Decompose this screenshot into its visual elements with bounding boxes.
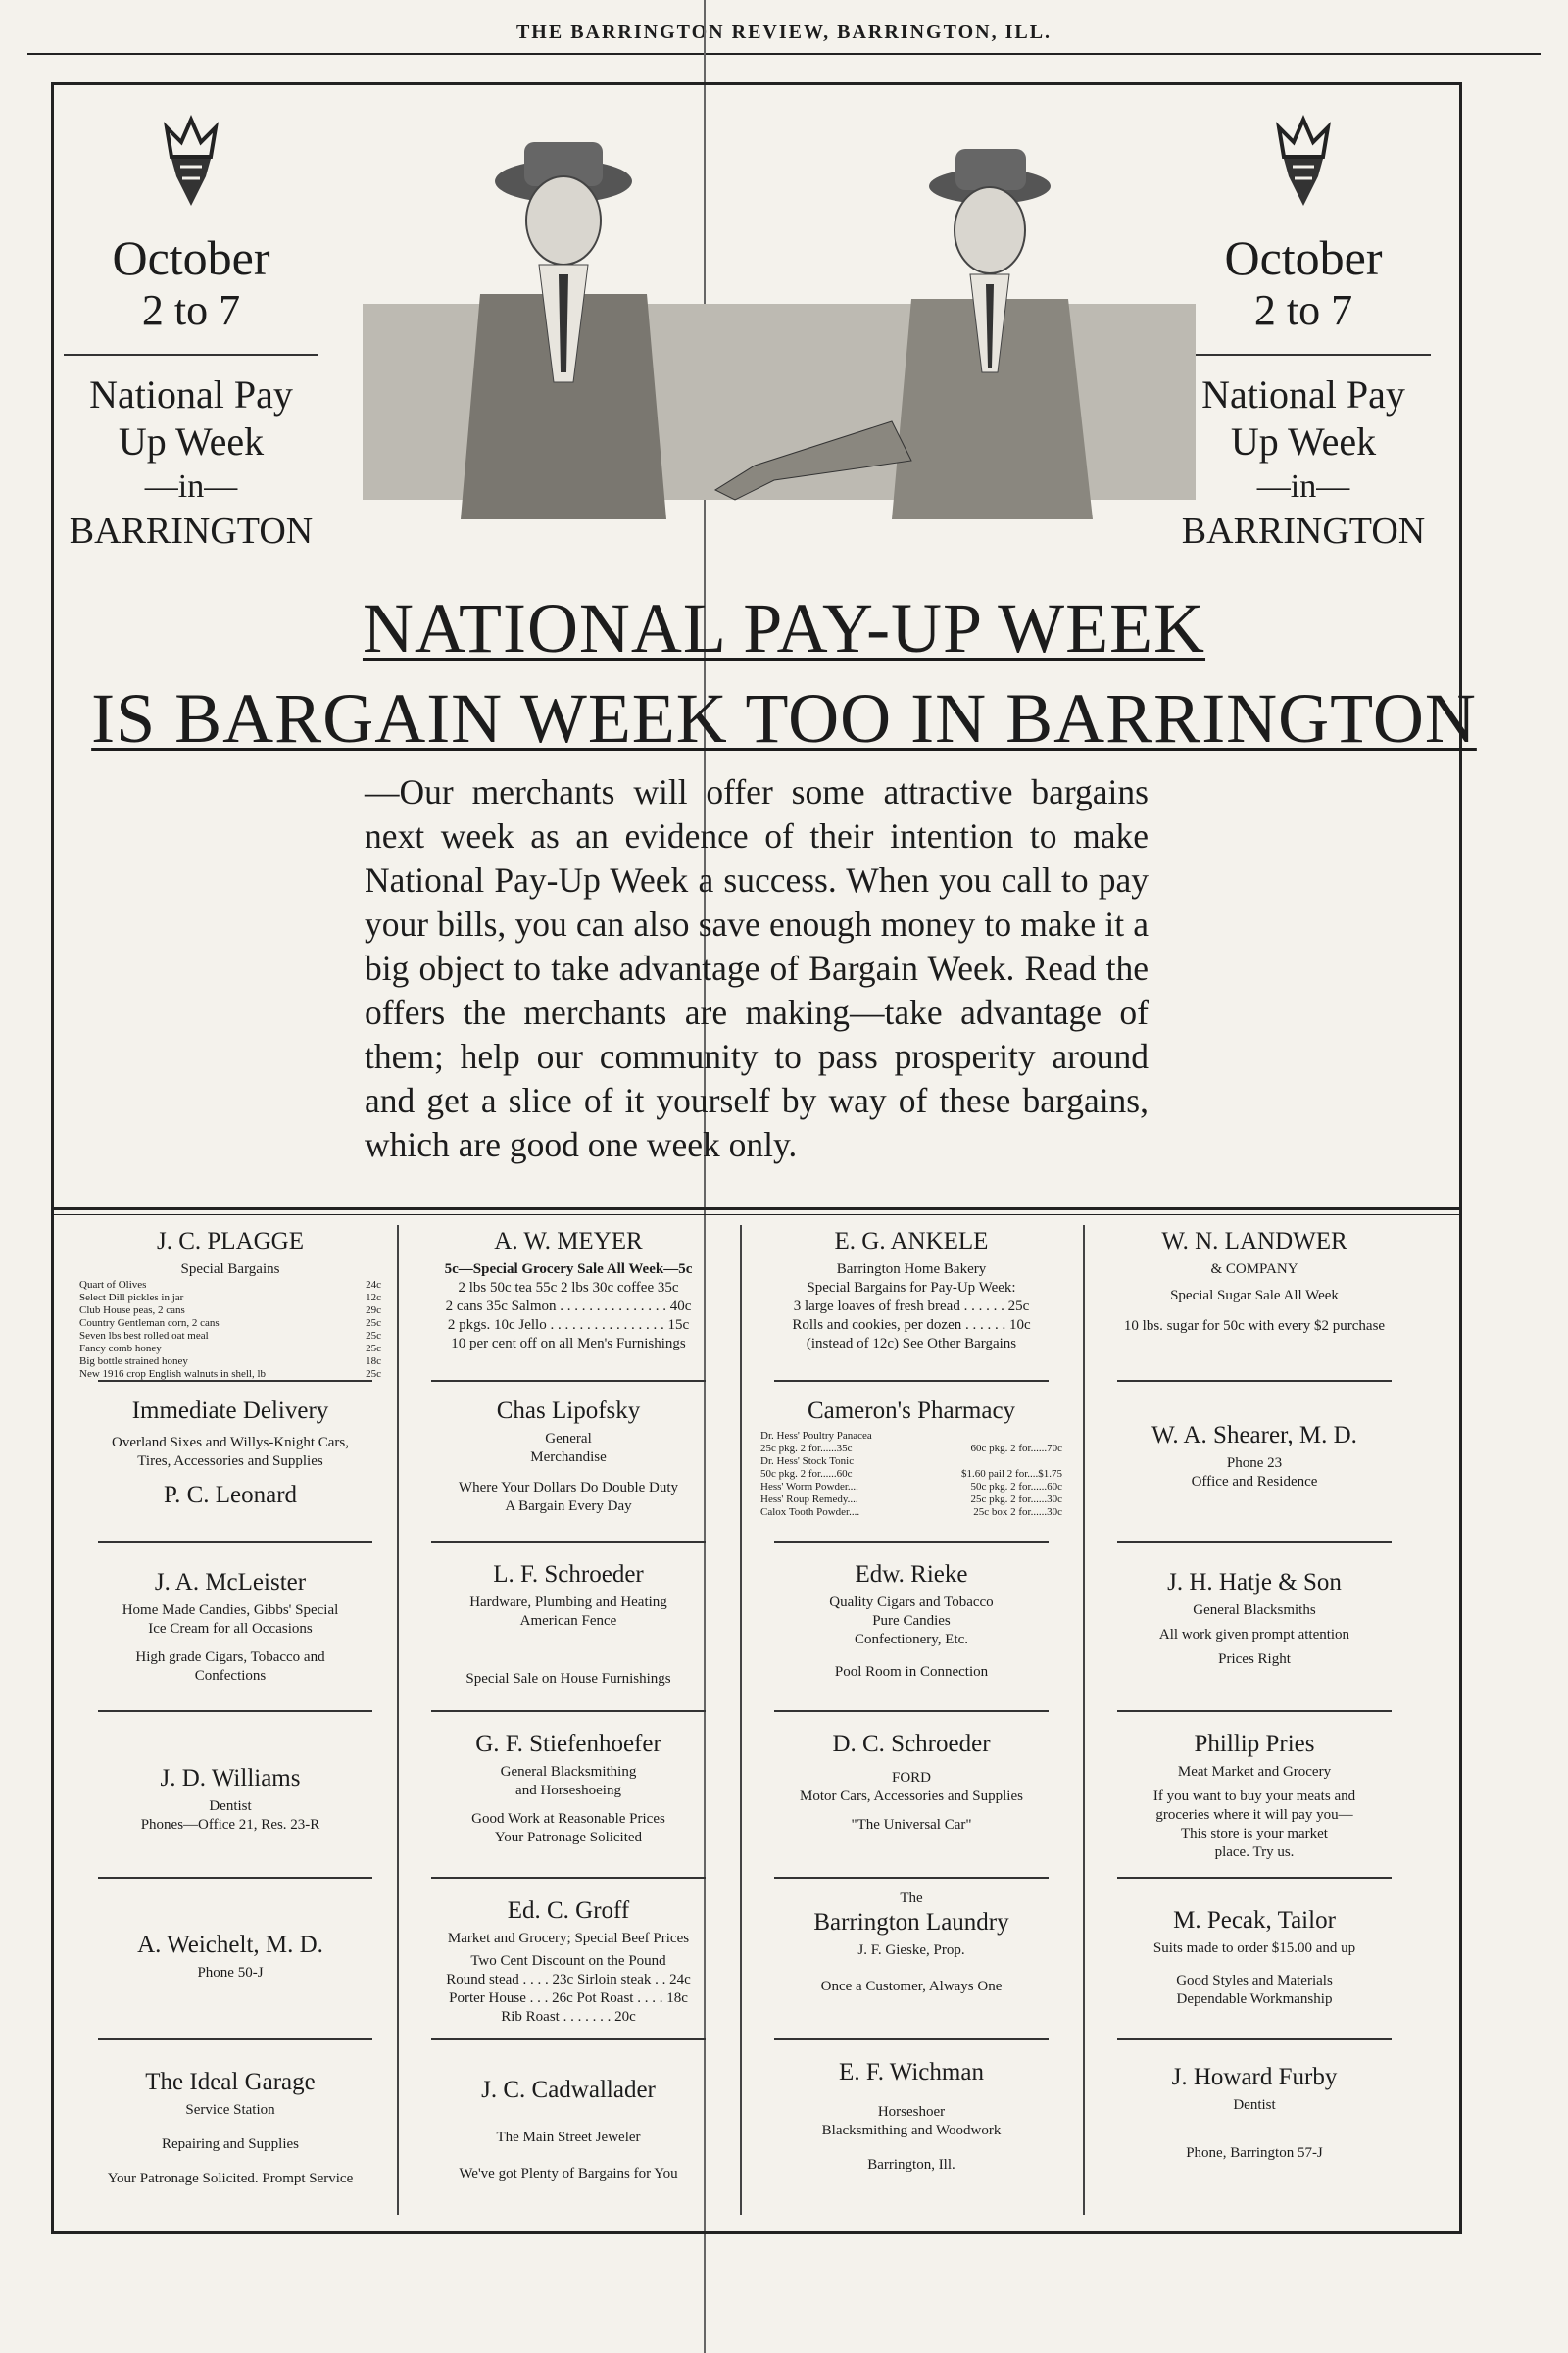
ad-name: L. F. Schroeder <box>493 1561 644 1588</box>
left-days: 2 to 7 <box>141 286 241 334</box>
ad-name: Chas Lipofsky <box>496 1397 641 1424</box>
ad-name: E. F. Wichman <box>839 2059 984 2085</box>
ad-line: Hardware, Plumbing and Heating <box>469 1594 667 1610</box>
ad-line: Confectionery, Etc. <box>854 1632 969 1647</box>
price-item: Hess' Roup Remedy.... <box>760 1494 858 1505</box>
ad-line: General Blacksmithing <box>500 1764 637 1780</box>
ad-line: 3 large loaves of fresh bread . . . . . . 25c <box>793 1299 1030 1314</box>
ad-line: Office and Residence <box>1191 1474 1318 1490</box>
ad-proprietor: P. C. Leonard <box>163 1482 298 1508</box>
price-row <box>760 1494 1062 1506</box>
ad-pre: The <box>900 1890 923 1906</box>
ad-name: A. W. MEYER <box>494 1228 643 1254</box>
price-row <box>79 1343 381 1355</box>
ad-name: Barrington Laundry <box>813 1909 1009 1936</box>
ad-wichman <box>755 2058 1068 2175</box>
ad-shearer <box>1098 1421 1411 1492</box>
price-value: 25c pkg. 2 for......30c <box>970 1494 1062 1505</box>
ad-name: Phillip Pries <box>1194 1731 1315 1757</box>
ad-line: Good Styles and Materials <box>1176 1973 1333 1988</box>
ad-name: D. C. Schroeder <box>832 1731 991 1757</box>
ad-line: (instead of 12c) See Other Bargains <box>806 1336 1017 1351</box>
price-row <box>760 1443 1062 1455</box>
ad-line: Special Bargains for Pay-Up Week: <box>807 1280 1016 1296</box>
price-value: 29c <box>366 1304 381 1316</box>
left-up-week: Up Week <box>118 419 265 464</box>
ad-line: Blacksmithing and Woodwork <box>821 2123 1002 2138</box>
ad-schroeder-lf <box>412 1560 725 1689</box>
ad-line: The Main Street Jeweler <box>496 2130 641 2145</box>
ad-leonard <box>74 1397 387 1514</box>
section-rule-thin <box>51 1214 1462 1215</box>
ad-line: Round stead . . . . 23c Sirloin steak . . 24c <box>446 1972 691 1987</box>
price-value: 50c pkg. 2 for......60c <box>970 1481 1062 1493</box>
row-divider <box>98 1710 372 1712</box>
price-item: Hess' Worm Powder.... <box>760 1481 858 1493</box>
row-divider <box>774 2038 1049 2040</box>
masthead: THE BARRINGTON REVIEW, BARRINGTON, ILL. <box>515 22 1053 43</box>
ad-name: J. A. McLeister <box>154 1569 307 1595</box>
ad-name: G. F. Stiefenhoefer <box>475 1731 662 1757</box>
section-rule <box>51 1207 1462 1210</box>
ad-line: General <box>545 1431 592 1446</box>
row-divider <box>431 1380 706 1382</box>
price-row <box>760 1481 1062 1494</box>
right-divider <box>1176 354 1431 356</box>
ad-line: "The Universal Car" <box>851 1817 972 1833</box>
ad-line: A Bargain Every Day <box>505 1498 632 1514</box>
column-divider <box>740 1225 742 2215</box>
ad-line: 10 per cent off on all Men's Furnishings <box>451 1336 686 1351</box>
ad-line: Phone 23 <box>1226 1455 1283 1471</box>
left-date-block <box>44 108 338 554</box>
ad-line: Home Made Candies, Gibbs' Special <box>122 1602 339 1618</box>
ad-name: W. N. LANDWER <box>1161 1228 1348 1254</box>
ad-furby <box>1098 2063 1411 2163</box>
price-row <box>79 1279 381 1292</box>
ad-line: FORD <box>891 1770 931 1786</box>
price-row <box>79 1368 381 1381</box>
ad-cameron <box>755 1397 1068 1519</box>
row-divider <box>774 1541 1049 1543</box>
ad-cadwallader <box>412 2076 725 2183</box>
ad-name: The Ideal Garage <box>145 2069 316 2095</box>
price-item: Seven lbs best rolled oat meal <box>79 1330 209 1342</box>
row-divider <box>431 1877 706 1879</box>
ad-line: All work given prompt attention <box>1158 1627 1350 1642</box>
ad-meyer <box>412 1227 725 1353</box>
price-item: 50c pkg. 2 for......60c <box>760 1468 853 1480</box>
ad-lipofsky <box>412 1397 725 1516</box>
row-divider <box>1117 2038 1392 2040</box>
ad-line: High grade Cigars, Tobacco and <box>135 1649 325 1665</box>
ad-line: Phone, Barrington 57-J <box>1186 2145 1323 2161</box>
ad-line: & COMPANY <box>1210 1261 1298 1277</box>
row-divider <box>1117 1380 1392 1382</box>
ad-line: General Blacksmiths <box>1193 1602 1316 1618</box>
price-row <box>760 1430 1062 1443</box>
column-divider <box>1083 1225 1085 2215</box>
ad-line: Special Sale on House Furnishings <box>466 1671 671 1687</box>
ad-name: W. A. Shearer, M. D. <box>1152 1422 1357 1448</box>
price-item: Calox Tooth Powder.... <box>760 1506 860 1518</box>
price-item: New 1916 crop English walnuts in shell, lb <box>79 1368 267 1380</box>
ad-line: 2 pkgs. 10c Jello . . . . . . . . . . . . . . . . 15c <box>447 1317 690 1333</box>
ad-line: Rib Roast . . . . . . . 20c <box>501 2009 636 2025</box>
ad-subtitle: Special Bargains <box>180 1261 280 1277</box>
right-in: —in— <box>1256 468 1350 505</box>
price-item: Dr. Hess' Stock Tonic <box>760 1455 855 1467</box>
price-row <box>760 1468 1062 1481</box>
ad-line: Once a Customer, Always One <box>820 1979 1003 1994</box>
row-divider <box>774 1877 1049 1879</box>
row-divider <box>431 2038 706 2040</box>
price-row <box>79 1317 381 1330</box>
price-value: 25c <box>366 1368 381 1380</box>
row-divider <box>431 1541 706 1543</box>
left-month: October <box>112 230 270 285</box>
pay-up-hand-emblem-icon <box>137 108 245 216</box>
row-divider <box>1117 1710 1392 1712</box>
ad-line: Where Your Dollars Do Double Duty <box>458 1480 679 1495</box>
ad-plagge <box>74 1227 387 1381</box>
ad-weichelt <box>74 1931 387 1983</box>
price-row <box>79 1304 381 1317</box>
ad-line: We've got Plenty of Bargains for You <box>459 2166 678 2181</box>
price-value: 24c <box>366 1279 381 1291</box>
headline-bargain-week: IS BARGAIN WEEK TOO IN BARRINGTON <box>91 679 1477 758</box>
ad-name: J. Howard Furby <box>1171 2064 1338 2090</box>
price-row <box>760 1455 1062 1468</box>
ad-hatje <box>1098 1568 1411 1669</box>
ad-line: This store is your market <box>1181 1826 1328 1841</box>
ad-line: Your Patronage Solicited. Prompt Service <box>107 2171 354 2186</box>
ad-line: Rolls and cookies, per dozen . . . . . . 10c <box>792 1317 1031 1333</box>
ad-stiefenhoefer <box>412 1730 725 1847</box>
left-in: —in— <box>144 468 238 505</box>
ad-line: Dentist <box>209 1798 252 1814</box>
price-row <box>760 1506 1062 1519</box>
price-item: 25c pkg. 2 for......35c <box>760 1443 853 1454</box>
ad-line: Tires, Accessories and Supplies <box>137 1453 323 1469</box>
price-row <box>79 1355 381 1368</box>
left-town: BARRINGTON <box>69 511 314 552</box>
ad-groff <box>412 1896 725 2027</box>
price-value: 25c <box>366 1317 381 1329</box>
ad-name: J. C. Cadwallader <box>481 2077 656 2103</box>
two-men-illustration <box>363 127 1196 549</box>
ad-line: Barrington, Ill. <box>867 2157 956 2173</box>
ad-garage <box>74 2068 387 2188</box>
ad-line: Merchandise <box>530 1449 607 1465</box>
ad-line: Dependable Workmanship <box>1176 1991 1333 2007</box>
intro-paragraph: —Our merchants will offer some attractive bargains next week as an evidence of their intention to make National Pay-Up Week a success. When you call to pay your bills, you can also save enough money to make it a big object to take advantage of Bargain Week. Read the offers the merchants are making—take advantage of them; help our community to pass prosperity around and get a slice of it yourself by way of these bargains, which are good one week only. <box>365 772 1149 1164</box>
ad-mcleister <box>74 1568 387 1686</box>
ad-line: 5c—Special Grocery Sale All Week—5c <box>444 1261 693 1277</box>
row-divider <box>98 1877 372 1879</box>
ad-name: M. Pecak, Tailor <box>1173 1907 1336 1934</box>
right-days: 2 to 7 <box>1253 286 1353 334</box>
price-value: 25c box 2 for......30c <box>973 1506 1062 1518</box>
ad-line: Porter House . . . 26c Pot Roast . . . . 18c <box>449 1990 688 2006</box>
ad-line: Phones—Office 21, Res. 23-R <box>140 1817 320 1833</box>
price-item: Country Gentleman corn, 2 cans <box>79 1317 220 1329</box>
right-up-week: Up Week <box>1230 419 1377 464</box>
ad-line: Motor Cars, Accessories and Supplies <box>800 1789 1023 1804</box>
ad-schroeder-dc <box>755 1730 1068 1835</box>
price-row <box>79 1330 381 1343</box>
left-national-pay: National Pay <box>89 372 293 417</box>
right-national-pay: National Pay <box>1201 372 1405 417</box>
row-divider <box>98 2038 372 2040</box>
ad-name: Edw. Rieke <box>855 1561 968 1588</box>
row-divider <box>774 1380 1049 1382</box>
price-item: Club House peas, 2 cans <box>79 1304 185 1316</box>
ad-name: Ed. C. Groff <box>507 1897 630 1924</box>
price-value: 25c <box>366 1330 381 1342</box>
price-value: 12c <box>366 1292 381 1303</box>
price-value: 25c <box>366 1343 381 1354</box>
ad-line: 10 lbs. sugar for 50c with every $2 purchase <box>1123 1318 1386 1334</box>
ad-line: 2 cans 35c Salmon . . . . . . . . . . . . . . . 40c <box>445 1299 692 1314</box>
ad-line: Pure Candies <box>872 1613 951 1629</box>
ad-line: If you want to buy your meats and <box>1152 1789 1356 1804</box>
ad-line: Phone 50-J <box>197 1965 264 1981</box>
ad-line: and Horseshoeing <box>515 1783 621 1798</box>
ad-line: Horseshoer <box>877 2104 946 2120</box>
ad-ankele <box>755 1227 1068 1353</box>
row-divider <box>1117 1541 1392 1543</box>
ad-line: Meat Market and Grocery <box>1177 1764 1332 1780</box>
ad-laundry <box>755 1889 1068 1996</box>
ad-name: J. D. Williams <box>160 1765 301 1791</box>
price-item: Fancy comb honey <box>79 1343 162 1354</box>
ad-name: J. C. PLAGGE <box>156 1228 304 1254</box>
ad-line: Good Work at Reasonable Prices <box>471 1811 665 1827</box>
ad-rieke <box>755 1560 1068 1682</box>
row-divider <box>98 1541 372 1543</box>
price-value: 60c pkg. 2 for......70c <box>970 1443 1062 1454</box>
ad-line: Prices Right <box>1218 1651 1291 1667</box>
price-item: Quart of Olives <box>79 1279 147 1291</box>
ad-line: Suits made to order $15.00 and up <box>1152 1940 1356 1956</box>
ad-line: Service Station <box>185 2102 275 2118</box>
row-divider <box>431 1710 706 1712</box>
price-list <box>74 1279 387 1381</box>
ad-line: Market and Grocery; Special Beef Prices <box>447 1931 690 1946</box>
headline-pay-up-week: NATIONAL PAY-UP WEEK <box>362 589 1206 667</box>
ad-line: Repairing and Supplies <box>162 2136 299 2152</box>
ad-line: Ice Cream for all Occasions <box>148 1621 313 1637</box>
ad-pries <box>1098 1730 1411 1862</box>
ad-line: Dentist <box>1233 2097 1276 2113</box>
price-item: Select Dill pickles in jar <box>79 1292 184 1303</box>
ad-line: Two Cent Discount on the Pound <box>470 1953 666 1969</box>
price-value: $1.60 pail 2 for....$1.75 <box>961 1468 1062 1480</box>
ad-line: Barrington Home Bakery <box>836 1261 987 1277</box>
column-divider <box>397 1225 399 2215</box>
price-list <box>755 1430 1068 1519</box>
ad-line: groceries where it will pay you— <box>1155 1807 1353 1823</box>
price-row <box>79 1292 381 1304</box>
ad-line: Your Patronage Solicited <box>494 1830 643 1845</box>
right-date-block <box>1156 108 1450 554</box>
ad-line: Quality Cigars and Tobacco <box>829 1594 994 1610</box>
right-month: October <box>1224 230 1383 285</box>
masthead-rule <box>27 53 1541 55</box>
ad-name: A. Weichelt, M. D. <box>137 1932 323 1958</box>
right-town: BARRINGTON <box>1181 511 1426 552</box>
left-divider <box>64 354 318 356</box>
ad-williams <box>74 1764 387 1835</box>
ad-line: 2 lbs 50c tea 55c 2 lbs 30c coffee 35c <box>458 1280 679 1296</box>
ad-name: E. G. ANKELE <box>834 1228 989 1254</box>
ad-name: Cameron's Pharmacy <box>807 1397 1016 1424</box>
ad-pecak <box>1098 1906 1411 2009</box>
price-value: 18c <box>366 1355 381 1367</box>
ad-line: Special Sugar Sale All Week <box>1170 1288 1339 1303</box>
ad-name: J. H. Hatje & Son <box>1167 1569 1342 1595</box>
ad-line: Pool Room in Connection <box>834 1664 989 1680</box>
price-item: Big bottle strained honey <box>79 1355 188 1367</box>
ad-line: American Fence <box>519 1613 617 1629</box>
pay-up-hand-emblem-icon <box>1250 108 1357 216</box>
row-divider <box>1117 1877 1392 1879</box>
ad-name: Immediate Delivery <box>131 1397 329 1424</box>
price-item: Dr. Hess' Poultry Panacea <box>760 1430 872 1442</box>
ad-line: J. F. Gieske, Prop. <box>858 1942 965 1958</box>
row-divider <box>774 1710 1049 1712</box>
ad-line: Confections <box>194 1668 267 1684</box>
ad-line: place. Try us. <box>1214 1844 1295 1860</box>
ad-landwer <box>1098 1227 1411 1336</box>
ad-line: Overland Sixes and Willys-Knight Cars, <box>111 1435 349 1450</box>
